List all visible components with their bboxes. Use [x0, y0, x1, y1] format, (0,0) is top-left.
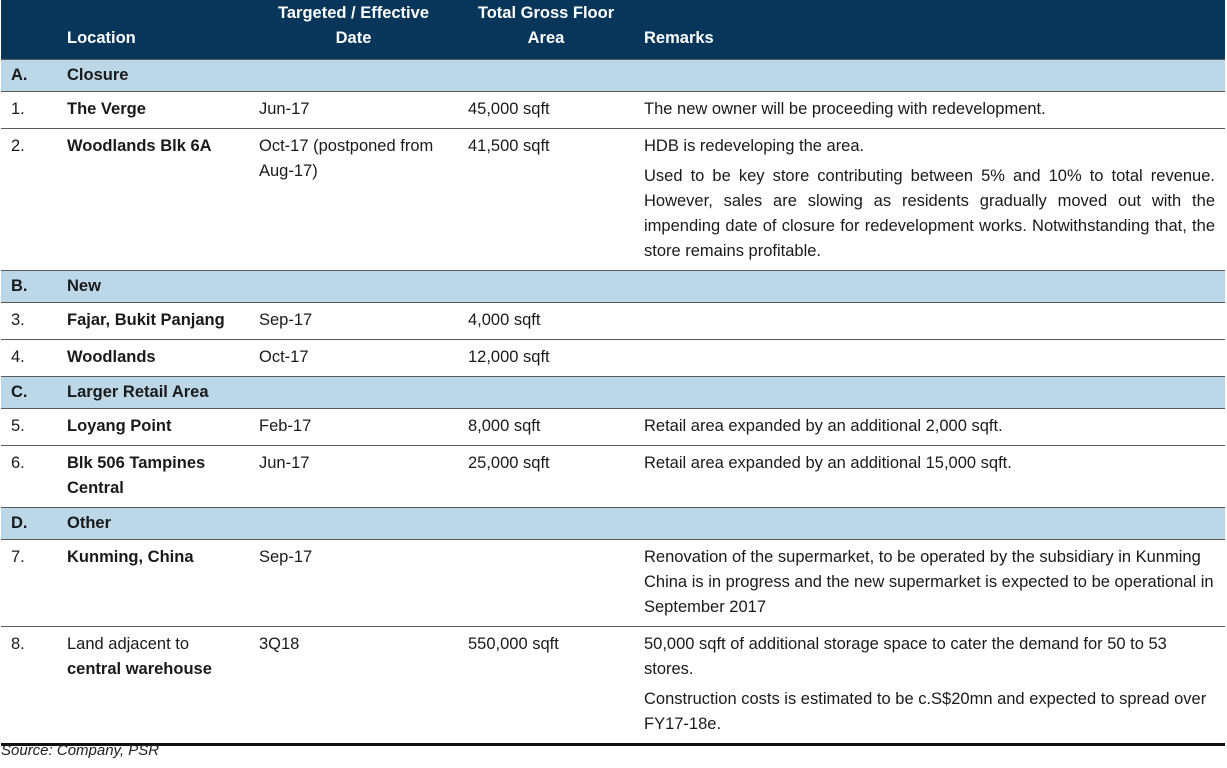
- header-date: Targeted / Effective Date: [278, 3, 429, 47]
- remark-text: HDB is redeveloping the area.: [644, 136, 865, 155]
- section-letter: A.: [1, 59, 57, 91]
- section-title: Other: [57, 507, 1225, 539]
- row-remarks: [634, 626, 1225, 744]
- row-date: Jun-17: [249, 91, 458, 128]
- row-date: 3Q18: [249, 626, 458, 744]
- header-number: [1, 0, 57, 59]
- table-row: [1, 91, 1225, 128]
- section-row-new: [1, 270, 1225, 302]
- section-row-closure: [1, 59, 1225, 91]
- location-name: central warehouse: [67, 659, 212, 678]
- section-title: Closure: [57, 59, 1225, 91]
- row-remarks: [634, 128, 1225, 270]
- table-row: [1, 539, 1225, 626]
- row-location: Woodlands Blk 6A: [57, 128, 249, 270]
- row-location: Loyang Point: [57, 408, 249, 445]
- row-remarks: [634, 539, 1225, 626]
- section-letter: B.: [1, 270, 57, 302]
- row-area: 550,000 sqft: [458, 626, 634, 744]
- row-remarks: [634, 91, 1225, 128]
- table-header-row: [1, 0, 1225, 59]
- row-location: Kunming, China: [57, 539, 249, 626]
- row-area: 41,500 sqft: [458, 128, 634, 270]
- remark-text: Renovation of the supermarket, to be operated by the subsidiary in Kunming China is in progress and the new supermarket is expected to be operational in September 2017: [644, 547, 1214, 616]
- row-date: Jun-17: [249, 445, 458, 507]
- section-row-other: [1, 507, 1225, 539]
- section-title: New: [57, 270, 1225, 302]
- row-number: 1.: [1, 91, 57, 128]
- header-location: Location: [67, 28, 136, 47]
- remark-text: Retail area expanded by an additional 15,000 sqft.: [644, 453, 1012, 472]
- row-date: Feb-17: [249, 408, 458, 445]
- row-area: 8,000 sqft: [458, 408, 634, 445]
- remark-text: Used to be key store contributing between 5% and 10% to total revenue. However, sales are slowing as residents gradually moved out with the impending date of closure for redevelopment works. Notwithstanding that, the store remains profitable.: [644, 166, 1215, 260]
- row-area: 45,000 sqft: [458, 91, 634, 128]
- row-area: [458, 539, 634, 626]
- table-row: [1, 408, 1225, 445]
- row-area: 12,000 sqft: [458, 339, 634, 376]
- row-number: 3.: [1, 302, 57, 339]
- remark-text: Construction costs is estimated to be c.S$20mn and expected to spread over FY17-18e.: [644, 689, 1207, 733]
- row-area: 4,000 sqft: [458, 302, 634, 339]
- row-remarks: [634, 302, 1225, 339]
- remark-text: Retail area expanded by an additional 2,000 sqft.: [644, 416, 1003, 435]
- row-date: Oct-17: [249, 339, 458, 376]
- header-area: Total Gross Floor Area: [477, 3, 615, 47]
- row-remarks: [634, 339, 1225, 376]
- row-number: 6.: [1, 445, 57, 507]
- row-date: Sep-17: [249, 539, 458, 626]
- section-title: Larger Retail Area: [57, 376, 1225, 408]
- row-location: The Verge: [57, 91, 249, 128]
- row-number: 2.: [1, 128, 57, 270]
- section-letter: D.: [1, 507, 57, 539]
- table-row: [1, 302, 1225, 339]
- row-area: 25,000 sqft: [458, 445, 634, 507]
- row-location: Fajar, Bukit Panjang: [57, 302, 249, 339]
- source-note: Source: Company, PSR: [1, 742, 160, 759]
- section-row-larger-retail-area: [1, 376, 1225, 408]
- table-row: [1, 339, 1225, 376]
- row-number: 5.: [1, 408, 57, 445]
- table-row: [1, 445, 1225, 507]
- row-remarks: [634, 408, 1225, 445]
- row-date: Oct-17 (postponed from Aug-17): [249, 128, 458, 270]
- table-row: [1, 626, 1225, 744]
- store-changes-table: [1, 0, 1225, 746]
- location-prefix: Land adjacent to: [67, 634, 190, 653]
- row-location: Woodlands: [57, 339, 249, 376]
- row-number: 8.: [1, 626, 57, 744]
- row-number: 7.: [1, 539, 57, 626]
- row-location: [57, 626, 249, 744]
- header-remarks: Remarks: [644, 28, 714, 47]
- table-row: [1, 128, 1225, 270]
- row-date: Sep-17: [249, 302, 458, 339]
- row-number: 4.: [1, 339, 57, 376]
- remark-text: 50,000 sqft of additional storage space to cater the demand for 50 to 53 stores.: [644, 634, 1167, 678]
- remark-text: The new owner will be proceeding with redevelopment.: [644, 99, 1046, 118]
- row-remarks: [634, 445, 1225, 507]
- row-location: Blk 506 Tampines Central: [57, 445, 249, 507]
- section-letter: C.: [1, 376, 57, 408]
